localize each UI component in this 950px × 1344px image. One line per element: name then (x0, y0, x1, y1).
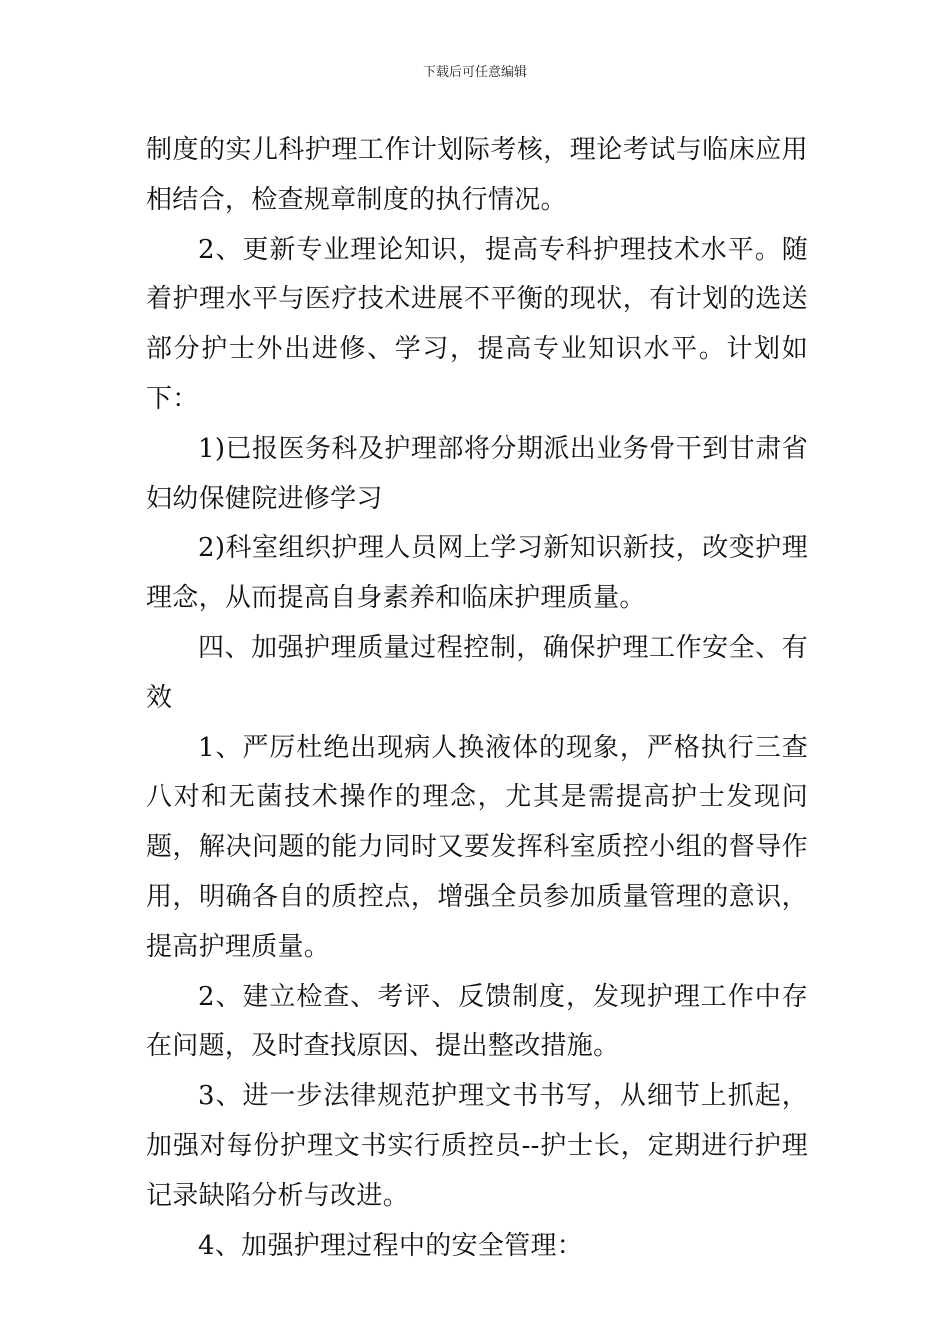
paragraph-3: 1)已报医务科及护理部将分期派出业务骨干到甘肃省妇幼保健院进修学习 (146, 433, 808, 514)
paragraph-7: 2、建立检查、考评、反馈制度，发现护理工作中存在问题，及时查找原因、提出整改措施。 (146, 981, 808, 1062)
paragraph-4: 2)科室组织护理人员网上学习新知识新技，改变护理理念，从而提高自身素养和临床护理质量。 (146, 533, 808, 614)
page-header: 下载后可任意编辑 (422, 65, 527, 80)
paragraph-2: 2、更新专业理论知识，提高专科护理技术水平。随着护理水平与医疗技术进展不平衡的现状，有计划的选送部分护士外出进修、学习，提高专业知识水平。计划如下： (146, 234, 808, 414)
paragraph-6: 1、严厉杜绝出现病人换液体的现象，严格执行三查八对和无菌技术操作的理念，尤其是需提高护士发现问题，解决问题的能力同时又要发挥科室质控小组的督导作用，明确各自的质控点，增强全员参加质量管理的意识，提高护理质量。 (146, 732, 808, 962)
section-heading-4: 四、加强护理质量过程控制，确保护理工作安全、有效 (146, 632, 808, 713)
paragraph-8: 3、进一步法律规范护理文书书写，从细节上抓起，加强对每份护理文书实行质控员--护士长，定期进行护理记录缺陷分析与改进。 (146, 1081, 808, 1211)
document-body (146, 126, 808, 1271)
paragraph-1: 制度的实儿科护理工作计划际考核，理论考试与临床应用相结合，检查规章制度的执行情况。 (146, 135, 808, 215)
paragraph-9: 4、加强护理过程中的安全管理： (198, 1230, 584, 1261)
